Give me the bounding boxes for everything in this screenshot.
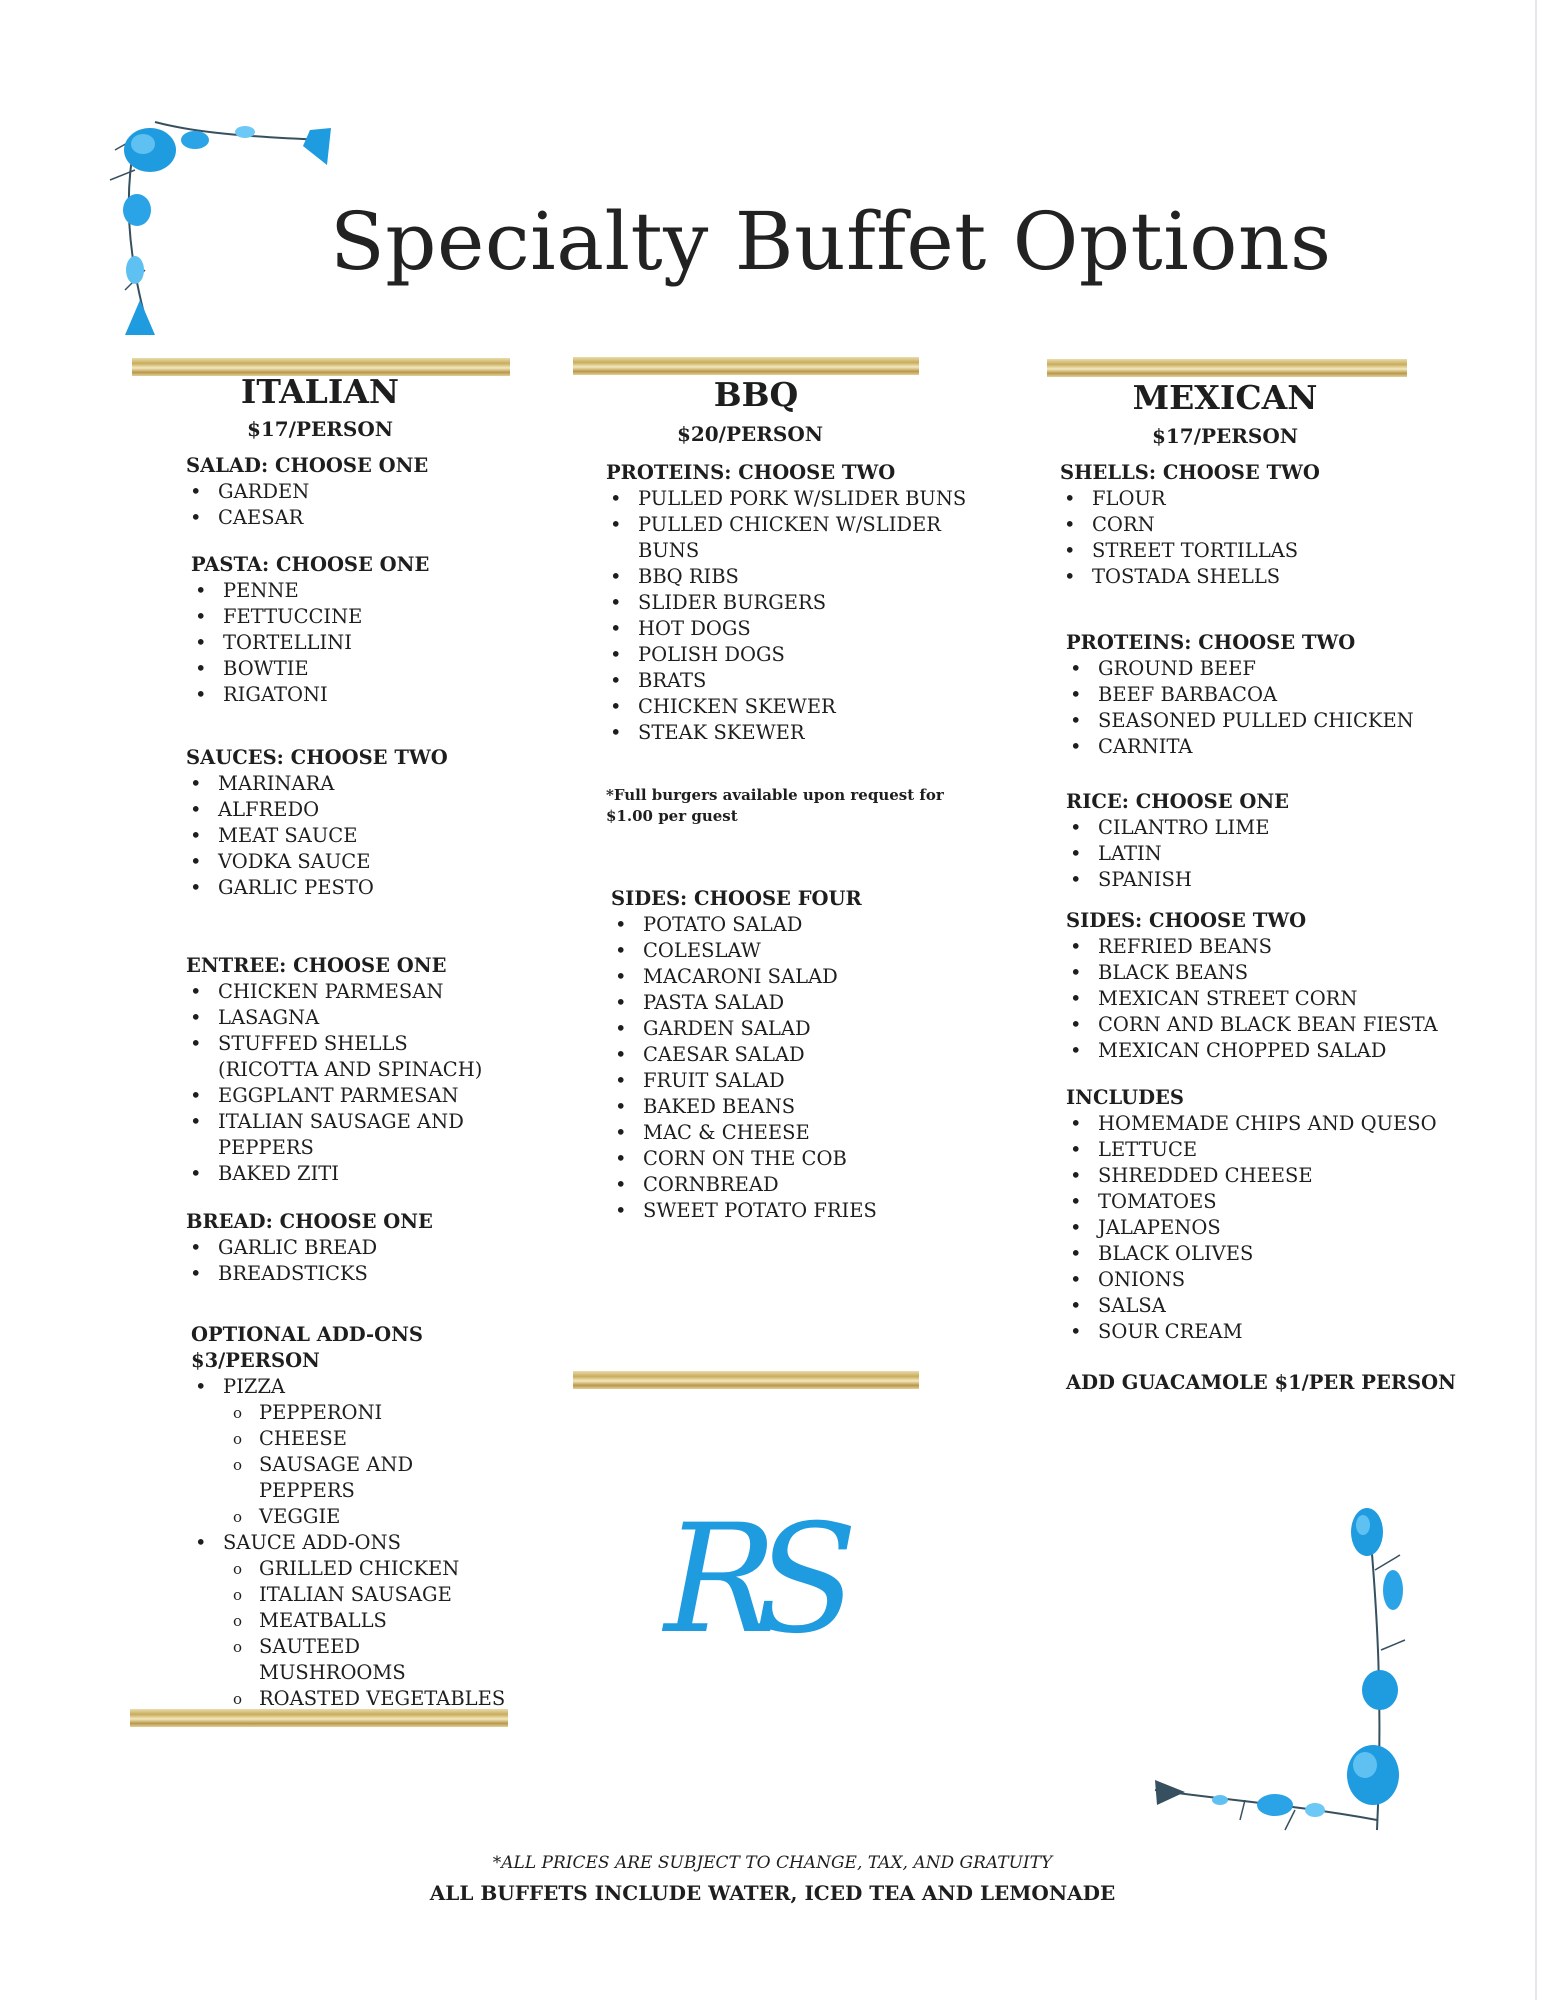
section-title: BREAD: CHOOSE ONE	[186, 1210, 433, 1233]
list-item: • SOUR CREAM	[1066, 1319, 1437, 1345]
list-item: • FLOUR	[1060, 486, 1320, 512]
italian-salad	[186, 453, 428, 531]
list-item: • SEASONED PULLED CHICKEN	[1066, 708, 1414, 734]
floral-corner-bottom-right	[1145, 1500, 1435, 1850]
mexican-guacamole	[1066, 1370, 1456, 1396]
bbq-sides	[611, 886, 877, 1224]
list-item: • MEAT SAUCE	[186, 823, 448, 849]
italian-entree	[186, 953, 482, 1187]
list-item: • MARINARA	[186, 771, 448, 797]
list-item: • PENNE	[191, 578, 429, 604]
list-item-continuation: PEPPERS	[218, 1136, 314, 1159]
list-item: • CORN	[1060, 512, 1320, 538]
list-item: • HOT DOGS	[606, 616, 966, 642]
guacamole-note: ADD GUACAMOLE $1/PER PERSON	[1066, 1371, 1456, 1394]
mexican-rice	[1066, 789, 1289, 893]
list-item: • RIGATONI	[191, 682, 429, 708]
sub-list-item	[191, 1452, 505, 1504]
list-item: • TOMATOES	[1066, 1189, 1437, 1215]
footer-beverages: ALL BUFFETS INCLUDE WATER, ICED TEA AND LEMONADE	[429, 1881, 1116, 1905]
italian-pasta	[191, 552, 429, 708]
note-line: $1.00 per guest	[606, 807, 738, 825]
list-item: • VODKA SAUCE	[186, 849, 448, 875]
sub-list-item: o ITALIAN SAUSAGE	[191, 1582, 505, 1608]
section-title: SIDES: CHOOSE TWO	[1066, 909, 1307, 932]
list-item: • BAKED BEANS	[611, 1094, 877, 1120]
bbq-note	[606, 785, 944, 827]
list-item: • SHREDDED CHEESE	[1066, 1163, 1437, 1189]
list-item: • PULLED PORK W/SLIDER BUNS	[606, 486, 966, 512]
list-item: • PASTA SALAD	[611, 990, 877, 1016]
section-title: OPTIONAL ADD-ONS	[191, 1323, 424, 1346]
gold-divider-bbq-top	[573, 357, 919, 375]
sub-list-item: o PEPPERONI	[191, 1400, 505, 1426]
list-item-text: SAUTEED	[259, 1635, 360, 1658]
list-item: • ALFREDO	[186, 797, 448, 823]
bbq-heading: BBQ	[713, 375, 799, 414]
rs-logo	[650, 1480, 850, 1680]
list-item: • MEXICAN CHOPPED SALAD	[1066, 1038, 1438, 1064]
section-title: SALAD: CHOOSE ONE	[186, 454, 429, 477]
list-item: • GROUND BEEF	[1066, 656, 1414, 682]
list-item: • MEXICAN STREET CORN	[1066, 986, 1438, 1012]
list-item-continuation: BUNS	[638, 539, 700, 562]
list-item: • REFRIED BEANS	[1066, 934, 1438, 960]
list-item: • PIZZA	[191, 1374, 505, 1400]
gold-divider-bbq-bottom	[573, 1371, 919, 1389]
list-item: • BBQ RIBS	[606, 564, 966, 590]
mexican-includes	[1066, 1085, 1437, 1345]
list-item: • TOSTADA SHELLS	[1060, 564, 1320, 590]
section-title: PROTEINS: CHOOSE TWO	[606, 461, 896, 484]
page-edge	[1535, 0, 1537, 2000]
list-item: • SLIDER BURGERS	[606, 590, 966, 616]
bbq-proteins	[606, 460, 966, 746]
list-item-text: PULLED CHICKEN W/SLIDER	[638, 513, 941, 536]
bbq-price: $20/PERSON	[676, 422, 824, 446]
list-item: • ONIONS	[1066, 1267, 1437, 1293]
list-item: • BREADSTICKS	[186, 1261, 433, 1287]
list-item: • CAESAR SALAD	[611, 1042, 877, 1068]
list-item: • CORNBREAD	[611, 1172, 877, 1198]
list-item: • CILANTRO LIME	[1066, 815, 1289, 841]
list-item: • MAC & CHEESE	[611, 1120, 877, 1146]
gold-divider-mexican-top	[1047, 359, 1407, 377]
mexican-proteins	[1066, 630, 1414, 760]
list-item: • GARLIC BREAD	[186, 1235, 433, 1261]
sub-list-item	[191, 1634, 505, 1686]
list-item-continuation: (RICOTTA AND SPINACH)	[218, 1058, 483, 1081]
italian-price: $17/PERSON	[246, 417, 394, 441]
list-item: • SAUCE ADD-ONS	[191, 1530, 505, 1556]
list-item: • EGGPLANT PARMESAN	[186, 1083, 482, 1109]
list-item: • FETTUCCINE	[191, 604, 429, 630]
list-item: • CORN AND BLACK BEAN FIESTA	[1066, 1012, 1438, 1038]
list-item: • HOMEMADE CHIPS AND QUESO	[1066, 1111, 1437, 1137]
list-item-text: ITALIAN SAUSAGE AND	[218, 1110, 464, 1133]
logo-text: RS	[664, 1493, 836, 1667]
list-item: • JALAPENOS	[1066, 1215, 1437, 1241]
floral-corner-top-left	[95, 110, 345, 350]
list-item: • GARDEN SALAD	[611, 1016, 877, 1042]
list-item-continuation: PEPPERS	[259, 1479, 355, 1502]
sub-list-item: o MEATBALLS	[191, 1608, 505, 1634]
list-item: • FRUIT SALAD	[611, 1068, 877, 1094]
mexican-heading: MEXICAN	[1132, 378, 1318, 417]
list-item: • CHICKEN SKEWER	[606, 694, 966, 720]
list-item: • SPANISH	[1066, 867, 1289, 893]
italian-addons	[191, 1322, 505, 1712]
list-item: • STREET TORTILLAS	[1060, 538, 1320, 564]
list-item	[186, 1109, 482, 1161]
list-item: • STEAK SKEWER	[606, 720, 966, 746]
list-item	[606, 512, 966, 564]
list-item: • GARDEN	[186, 479, 428, 505]
list-item: • SWEET POTATO FRIES	[611, 1198, 877, 1224]
list-item: • CARNITA	[1066, 734, 1414, 760]
section-title: PROTEINS: CHOOSE TWO	[1066, 631, 1356, 654]
mexican-price: $17/PERSON	[1151, 424, 1299, 448]
list-item: • BAKED ZITI	[186, 1161, 482, 1187]
list-item: • MACARONI SALAD	[611, 964, 877, 990]
list-item: • CHICKEN PARMESAN	[186, 979, 482, 1005]
list-item: • CORN ON THE COB	[611, 1146, 877, 1172]
sub-list-item: o CHEESE	[191, 1426, 505, 1452]
list-item	[186, 1031, 482, 1083]
section-title: RICE: CHOOSE ONE	[1066, 790, 1290, 813]
section-title: SIDES: CHOOSE FOUR	[611, 887, 862, 910]
page-title: Specialty Buffet Options	[330, 195, 1332, 288]
list-item: • TORTELLINI	[191, 630, 429, 656]
list-item: • BLACK BEANS	[1066, 960, 1438, 986]
list-item: • LATIN	[1066, 841, 1289, 867]
list-item-text: SAUSAGE AND	[259, 1453, 414, 1476]
list-item: • GARLIC PESTO	[186, 875, 448, 901]
list-item-text: STUFFED SHELLS	[218, 1032, 408, 1055]
list-item: • LETTUCE	[1066, 1137, 1437, 1163]
italian-heading: ITALIAN	[240, 372, 400, 411]
section-title: PASTA: CHOOSE ONE	[191, 553, 430, 576]
note-line: *Full burgers available upon request for	[606, 786, 944, 804]
mexican-shells	[1060, 460, 1320, 590]
list-item: • SALSA	[1066, 1293, 1437, 1319]
list-item: • LASAGNA	[186, 1005, 482, 1031]
list-item: • POLISH DOGS	[606, 642, 966, 668]
section-title: INCLUDES	[1066, 1086, 1184, 1109]
mexican-sides	[1066, 908, 1438, 1064]
sub-list-item: o VEGGIE	[191, 1504, 505, 1530]
list-item: • COLESLAW	[611, 938, 877, 964]
list-item-continuation: MUSHROOMS	[259, 1661, 406, 1684]
list-item: • BLACK OLIVES	[1066, 1241, 1437, 1267]
section-title: ENTREE: CHOOSE ONE	[186, 954, 447, 977]
section-title: SAUCES: CHOOSE TWO	[186, 746, 448, 769]
italian-sauces	[186, 745, 448, 901]
list-item: • POTATO SALAD	[611, 912, 877, 938]
sub-list-item: o GRILLED CHICKEN	[191, 1556, 505, 1582]
sub-list-item: o ROASTED VEGETABLES	[191, 1686, 505, 1712]
list-item: • BEEF BARBACOA	[1066, 682, 1414, 708]
section-title: SHELLS: CHOOSE TWO	[1060, 461, 1320, 484]
list-item: • BOWTIE	[191, 656, 429, 682]
section-subtitle: $3/PERSON	[191, 1349, 320, 1372]
footer-disclaimer: *ALL PRICES ARE SUBJECT TO CHANGE, TAX, AND GRATUITY	[492, 1853, 1053, 1873]
list-item: • CAESAR	[186, 505, 428, 531]
list-item: • BRATS	[606, 668, 966, 694]
italian-bread	[186, 1209, 433, 1287]
